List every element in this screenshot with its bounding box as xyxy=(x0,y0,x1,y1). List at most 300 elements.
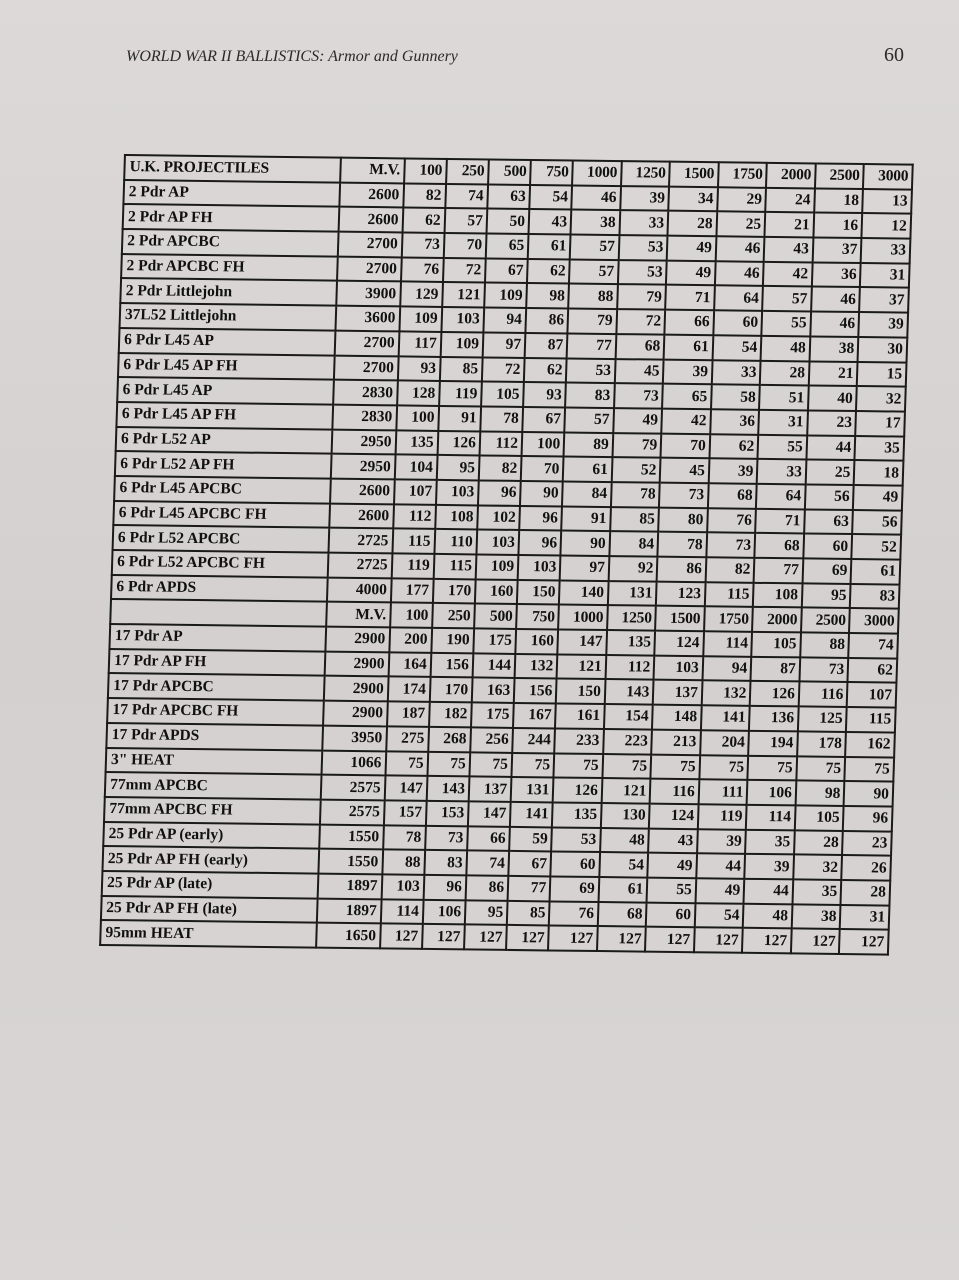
table-body xyxy=(100,155,913,955)
projectile-name-cell: 6 Pdr APDS xyxy=(111,575,328,602)
penetration-cell: 49 xyxy=(648,853,697,878)
penetration-cell: 13 xyxy=(863,189,912,214)
penetration-cell: 70 xyxy=(661,433,710,458)
penetration-cell: 56 xyxy=(805,484,854,509)
penetration-cell: 96 xyxy=(478,480,521,505)
penetration-cell: 127 xyxy=(645,927,694,952)
penetration-cell: 78 xyxy=(658,532,707,557)
projectile-name-cell: 17 Pdr APCBC xyxy=(108,673,325,700)
projectile-name-cell: 2 Pdr AP FH xyxy=(123,204,340,231)
penetration-cell: 126 xyxy=(437,430,480,455)
header-cell: 1500 xyxy=(669,162,718,187)
penetration-cell: 116 xyxy=(799,682,848,707)
penetration-cell: 54 xyxy=(712,335,761,360)
projectile-name-cell: 6 Pdr L45 AP xyxy=(117,377,334,404)
penetration-cell: 109 xyxy=(399,307,442,332)
penetration-cell: 114 xyxy=(703,631,752,656)
penetration-cell: 65 xyxy=(486,234,529,259)
penetration-cell: 119 xyxy=(391,553,434,578)
penetration-cell: 244 xyxy=(512,728,555,753)
penetration-cell: 111 xyxy=(698,779,747,804)
penetration-cell: 38 xyxy=(809,336,858,361)
penetration-cell: 39 xyxy=(620,186,669,211)
penetration-cell: 135 xyxy=(552,802,601,827)
penetration-cell: 69 xyxy=(802,558,851,583)
penetration-cell: 114 xyxy=(380,899,423,924)
penetration-cell: 68 xyxy=(615,334,664,359)
penetration-cell: 33 xyxy=(712,360,761,385)
penetration-cell: 96 xyxy=(519,506,562,531)
penetration-cell: 67 xyxy=(485,258,528,283)
penetration-cell: 147 xyxy=(558,630,607,655)
penetration-cell: 15 xyxy=(857,362,906,387)
penetration-cell: 162 xyxy=(846,732,895,757)
penetration-cell: 29 xyxy=(717,187,766,212)
penetration-cell: 156 xyxy=(430,653,473,678)
penetration-cell: 77 xyxy=(508,876,551,901)
penetration-cell: 140 xyxy=(559,580,608,605)
penetration-cell: 69 xyxy=(550,876,599,901)
muzzle-velocity-cell: 3600 xyxy=(336,306,400,331)
penetration-cell: 143 xyxy=(426,776,469,801)
muzzle-velocity-cell: 1650 xyxy=(316,923,380,948)
penetration-cell: 119 xyxy=(439,381,482,406)
penetration-cell: 124 xyxy=(655,631,704,656)
penetration-cell: 60 xyxy=(551,852,600,877)
header-cell: 2500 xyxy=(815,163,864,188)
penetration-cell: 126 xyxy=(750,681,799,706)
penetration-cell: 213 xyxy=(651,729,700,754)
penetration-cell: 115 xyxy=(846,707,895,732)
penetration-cell: 194 xyxy=(748,731,797,756)
penetration-cell: 80 xyxy=(658,507,707,532)
penetration-cell: 48 xyxy=(600,828,649,853)
penetration-cell: 32 xyxy=(856,386,905,411)
header-cell: 500 xyxy=(474,604,517,629)
penetration-cell: 96 xyxy=(519,530,562,555)
penetration-cell: 57 xyxy=(565,407,614,432)
penetration-cell: 147 xyxy=(384,776,427,801)
penetration-cell: 42 xyxy=(763,262,812,287)
penetration-cell: 79 xyxy=(617,285,666,310)
penetration-cell: 96 xyxy=(843,806,892,831)
penetration-cell: 108 xyxy=(435,505,478,530)
penetration-cell: 36 xyxy=(812,262,861,287)
penetration-cell: 38 xyxy=(571,210,620,235)
penetration-cell: 127 xyxy=(548,926,597,951)
penetration-cell: 95 xyxy=(802,583,851,608)
penetration-cell: 28 xyxy=(794,830,843,855)
penetration-cell: 62 xyxy=(848,658,897,683)
header-cell: 1000 xyxy=(558,605,607,630)
penetration-cell: 135 xyxy=(606,630,655,655)
penetration-cell: 157 xyxy=(383,800,426,825)
penetration-cell: 121 xyxy=(601,778,650,803)
penetration-cell: 31 xyxy=(860,263,909,288)
muzzle-velocity-cell: 2725 xyxy=(329,528,393,553)
projectile-name-cell: 25 Pdr AP (early) xyxy=(103,822,320,849)
header-cell: 750 xyxy=(530,160,573,185)
muzzle-velocity-cell: 2700 xyxy=(337,256,401,281)
penetration-cell: 98 xyxy=(795,781,844,806)
penetration-cell: 103 xyxy=(476,530,519,555)
penetration-cell: 46 xyxy=(715,261,764,286)
penetration-cell: 90 xyxy=(844,781,893,806)
projectile-name-cell: 77mm APCBC FH xyxy=(104,797,321,824)
penetration-cell: 73 xyxy=(706,533,755,558)
header-cell: 2000 xyxy=(766,163,815,188)
header-cell: 3000 xyxy=(849,608,898,633)
penetration-cell: 21 xyxy=(765,212,814,237)
penetration-cell: 23 xyxy=(807,410,856,435)
header-cell: 100 xyxy=(404,158,447,183)
penetration-cell: 102 xyxy=(477,505,520,530)
muzzle-velocity-cell: 2900 xyxy=(325,651,389,676)
penetration-cell: 93 xyxy=(523,382,566,407)
penetration-cell: 62 xyxy=(527,259,570,284)
penetration-cell: 127 xyxy=(506,925,549,950)
penetration-cell: 39 xyxy=(663,359,712,384)
muzzle-velocity-cell: 2900 xyxy=(326,627,390,652)
penetration-cell: 55 xyxy=(758,434,807,459)
penetration-cell: 83 xyxy=(424,850,467,875)
penetration-cell: 75 xyxy=(651,754,700,779)
penetration-cell: 60 xyxy=(646,902,695,927)
header-cell: 2000 xyxy=(752,607,801,632)
penetration-cell: 117 xyxy=(398,331,441,356)
penetration-cell: 33 xyxy=(619,210,668,235)
muzzle-velocity-cell: 2700 xyxy=(335,330,399,355)
penetration-cell: 96 xyxy=(423,875,466,900)
penetration-cell: 97 xyxy=(483,332,526,357)
penetration-cell: 21 xyxy=(809,361,858,386)
penetration-cell: 105 xyxy=(481,382,524,407)
penetration-cell: 61 xyxy=(563,457,612,482)
projectile-name-cell: 6 Pdr L45 AP FH xyxy=(116,402,333,429)
penetration-cell: 60 xyxy=(803,534,852,559)
penetration-cell: 89 xyxy=(564,432,613,457)
header-cell: 250 xyxy=(446,159,489,184)
projectile-name-cell: 25 Pdr AP FH (late) xyxy=(101,896,318,923)
penetration-cell: 58 xyxy=(711,384,760,409)
penetration-cell: 49 xyxy=(853,485,902,510)
penetration-cell: 73 xyxy=(614,383,663,408)
penetration-cell: 36 xyxy=(710,409,759,434)
header-label-cell: U.K. PROJECTILES xyxy=(124,155,341,182)
projectile-name-cell: 17 Pdr APCBC FH xyxy=(107,698,324,725)
penetration-cell: 83 xyxy=(850,584,899,609)
penetration-cell: 25 xyxy=(806,460,855,485)
penetration-cell: 51 xyxy=(759,385,808,410)
penetration-cell: 121 xyxy=(557,654,606,679)
penetration-cell: 75 xyxy=(845,757,894,782)
penetration-cell: 61 xyxy=(528,234,571,259)
penetration-cell: 39 xyxy=(697,829,746,854)
penetration-cell: 57 xyxy=(569,259,618,284)
penetration-cell: 67 xyxy=(522,407,565,432)
penetration-cell: 175 xyxy=(471,703,514,728)
penetration-cell: 178 xyxy=(797,731,846,756)
projectile-name-cell: 6 Pdr L52 AP FH xyxy=(115,451,332,478)
penetration-cell: 190 xyxy=(431,628,474,653)
penetration-cell: 90 xyxy=(520,481,563,506)
penetration-cell: 143 xyxy=(605,679,654,704)
penetration-cell: 115 xyxy=(392,529,435,554)
penetration-cell: 52 xyxy=(612,457,661,482)
projectile-name-cell: 17 Pdr AP FH xyxy=(109,649,326,676)
penetration-cell: 75 xyxy=(469,752,512,777)
penetration-cell: 75 xyxy=(427,751,470,776)
penetration-cell: 49 xyxy=(667,236,716,261)
penetration-cell: 150 xyxy=(556,679,605,704)
penetration-cell: 50 xyxy=(486,209,529,234)
penetration-cell: 115 xyxy=(433,554,476,579)
penetration-cell: 114 xyxy=(746,805,795,830)
penetration-cell: 35 xyxy=(745,829,794,854)
penetration-cell: 71 xyxy=(665,285,714,310)
muzzle-velocity-cell: 2830 xyxy=(333,405,397,430)
penetration-cell: 26 xyxy=(842,855,891,880)
penetration-cell: 62 xyxy=(524,357,567,382)
penetration-cell: 55 xyxy=(762,311,811,336)
penetration-cell: 73 xyxy=(425,825,468,850)
penetration-cell: 103 xyxy=(436,480,479,505)
penetration-cell: 268 xyxy=(428,727,471,752)
penetration-cell: 63 xyxy=(804,509,853,534)
penetration-cell: 70 xyxy=(521,456,564,481)
penetration-cell: 88 xyxy=(800,632,849,657)
projectile-name-cell: 2 Pdr APCBC xyxy=(122,229,339,256)
projectile-name-cell: 2 Pdr Littlejohn xyxy=(120,278,337,305)
muzzle-velocity-cell: 2950 xyxy=(332,429,396,454)
penetration-cell: 170 xyxy=(430,677,473,702)
penetration-cell: 233 xyxy=(554,728,603,753)
penetration-cell: 90 xyxy=(561,531,610,556)
penetration-cell: 54 xyxy=(529,185,572,210)
penetration-cell: 87 xyxy=(751,657,800,682)
page-number: 60 xyxy=(884,44,904,66)
muzzle-velocity-cell: 2600 xyxy=(330,479,394,504)
penetration-cell: 45 xyxy=(615,359,664,384)
penetration-cell: 82 xyxy=(479,456,522,481)
penetration-cell: 170 xyxy=(433,579,476,604)
penetration-cell: 65 xyxy=(662,384,711,409)
muzzle-velocity-cell: 2700 xyxy=(334,355,398,380)
header-cell: 1000 xyxy=(572,160,621,185)
muzzle-velocity-cell: 2600 xyxy=(340,182,404,207)
penetration-cell: 57 xyxy=(762,286,811,311)
header-cell: 100 xyxy=(390,603,433,628)
penetration-cell: 63 xyxy=(487,184,530,209)
penetration-cell: 44 xyxy=(696,853,745,878)
penetration-cell: 37 xyxy=(813,238,862,263)
penetration-cell: 46 xyxy=(716,236,765,261)
penetration-cell: 127 xyxy=(464,925,507,950)
penetration-cell: 34 xyxy=(669,186,718,211)
penetration-cell: 67 xyxy=(508,851,551,876)
penetration-cell: 93 xyxy=(397,356,440,381)
penetration-cell: 112 xyxy=(393,504,436,529)
projectile-name-cell: 6 Pdr L52 APCBC xyxy=(113,525,330,552)
penetration-cell: 256 xyxy=(470,727,513,752)
penetration-cell: 109 xyxy=(476,554,519,579)
header-cell: 3000 xyxy=(863,164,912,189)
header-label-cell xyxy=(110,599,327,626)
penetration-cell: 75 xyxy=(748,755,797,780)
penetration-cell: 86 xyxy=(657,557,706,582)
penetration-cell: 61 xyxy=(664,334,713,359)
projectile-name-cell: 17 Pdr AP xyxy=(109,624,326,651)
penetration-cell: 126 xyxy=(553,778,602,803)
penetration-cell: 72 xyxy=(616,309,665,334)
penetration-cell: 33 xyxy=(861,238,910,263)
penetration-cell: 104 xyxy=(394,455,437,480)
penetration-cell: 137 xyxy=(469,777,512,802)
penetration-cell: 131 xyxy=(608,581,657,606)
penetration-cell: 49 xyxy=(613,408,662,433)
penetration-cell: 53 xyxy=(618,260,667,285)
penetration-cell: 35 xyxy=(792,879,841,904)
penetration-cell: 73 xyxy=(401,232,444,257)
penetration-cell: 53 xyxy=(566,358,615,383)
penetration-cell: 85 xyxy=(507,901,550,926)
muzzle-velocity-cell: 2900 xyxy=(324,676,388,701)
penetration-cell: 48 xyxy=(761,336,810,361)
projectile-name-cell: 2 Pdr AP xyxy=(123,180,340,207)
penetration-cell: 88 xyxy=(568,284,617,309)
penetration-cell: 68 xyxy=(598,902,647,927)
muzzle-velocity-cell: 2950 xyxy=(331,454,395,479)
penetration-cell: 147 xyxy=(468,801,511,826)
penetration-cell: 28 xyxy=(668,211,717,236)
penetration-cell: 64 xyxy=(756,484,805,509)
muzzle-velocity-cell: 4000 xyxy=(327,577,391,602)
penetration-cell: 84 xyxy=(609,531,658,556)
penetration-cell: 95 xyxy=(465,900,508,925)
penetration-cell: 74 xyxy=(466,851,509,876)
penetration-cell: 115 xyxy=(705,582,754,607)
penetration-cell: 127 xyxy=(839,929,888,954)
projectile-name-cell: 3" HEAT xyxy=(106,747,323,774)
penetration-cell: 73 xyxy=(799,657,848,682)
penetration-cell: 110 xyxy=(434,529,477,554)
penetration-cell: 88 xyxy=(382,850,425,875)
penetration-cell: 167 xyxy=(513,703,556,728)
penetration-cell: 72 xyxy=(482,357,525,382)
penetration-cell: 75 xyxy=(602,754,651,779)
muzzle-velocity-cell: 3900 xyxy=(336,281,400,306)
penetration-cell: 79 xyxy=(612,433,661,458)
penetration-cell: 109 xyxy=(440,332,483,357)
penetration-cell: 68 xyxy=(708,483,757,508)
projectile-name-cell: 25 Pdr AP FH (early) xyxy=(102,846,319,873)
penetration-cell: 92 xyxy=(608,556,657,581)
header-cell: M.V. xyxy=(326,602,390,627)
penetration-cell: 106 xyxy=(423,900,466,925)
penetration-cell: 141 xyxy=(701,705,750,730)
penetration-cell: 37 xyxy=(859,287,908,312)
penetration-cell: 46 xyxy=(811,287,860,312)
projectile-name-cell: 6 Pdr L45 APCBC FH xyxy=(113,501,330,528)
penetration-cell: 53 xyxy=(619,235,668,260)
penetration-cell: 275 xyxy=(386,726,429,751)
penetration-cell: 94 xyxy=(483,308,526,333)
penetration-cell: 112 xyxy=(605,655,654,680)
penetration-cell: 84 xyxy=(562,481,611,506)
penetration-cell: 106 xyxy=(747,780,796,805)
penetration-cell: 56 xyxy=(852,510,901,535)
penetration-cell: 39 xyxy=(859,312,908,337)
muzzle-velocity-cell: 2575 xyxy=(321,775,385,800)
penetration-cell: 42 xyxy=(662,409,711,434)
penetration-cell: 116 xyxy=(650,779,699,804)
penetration-cell: 43 xyxy=(529,209,572,234)
penetration-cell: 103 xyxy=(654,655,703,680)
running-head: WORLD WAR II BALLISTICS: Armor and Gunnery xyxy=(126,48,458,65)
penetration-cell: 94 xyxy=(702,656,751,681)
penetration-table xyxy=(99,154,914,956)
penetration-cell: 64 xyxy=(714,286,763,311)
penetration-cell: 100 xyxy=(522,432,565,457)
penetration-cell: 153 xyxy=(426,801,469,826)
penetration-cell: 79 xyxy=(568,309,617,334)
penetration-cell: 78 xyxy=(383,825,426,850)
projectile-name-cell: 37L52 Littlejohn xyxy=(120,303,337,330)
penetration-cell: 30 xyxy=(858,337,907,362)
penetration-cell: 86 xyxy=(526,308,569,333)
penetration-cell: 136 xyxy=(749,706,798,731)
penetration-cell: 124 xyxy=(649,804,698,829)
penetration-cell: 177 xyxy=(390,578,433,603)
penetration-cell: 103 xyxy=(381,874,424,899)
penetration-cell: 204 xyxy=(700,730,749,755)
penetration-cell: 54 xyxy=(599,852,648,877)
penetration-cell: 160 xyxy=(515,629,558,654)
penetration-cell: 12 xyxy=(862,213,911,238)
penetration-cell: 76 xyxy=(401,257,444,282)
muzzle-velocity-cell: 2830 xyxy=(333,380,397,405)
penetration-cell: 112 xyxy=(479,431,522,456)
penetration-cell: 74 xyxy=(849,633,898,658)
penetration-cell: 52 xyxy=(852,534,901,559)
penetration-cell: 31 xyxy=(759,410,808,435)
penetration-cell: 18 xyxy=(814,188,863,213)
penetration-cell: 127 xyxy=(791,929,840,954)
penetration-cell: 97 xyxy=(560,555,609,580)
penetration-cell: 73 xyxy=(659,483,708,508)
penetration-cell: 75 xyxy=(554,753,603,778)
penetration-cell: 121 xyxy=(442,282,485,307)
header-cell: 1750 xyxy=(718,162,767,187)
penetration-cell: 60 xyxy=(713,310,762,335)
muzzle-velocity-cell: 3950 xyxy=(323,725,387,750)
penetration-cell: 28 xyxy=(760,360,809,385)
penetration-cell: 223 xyxy=(603,729,652,754)
penetration-cell: 86 xyxy=(465,875,508,900)
penetration-cell: 144 xyxy=(472,653,515,678)
muzzle-velocity-cell: 2600 xyxy=(339,207,403,232)
penetration-cell: 77 xyxy=(567,333,616,358)
muzzle-velocity-cell: 1897 xyxy=(317,898,381,923)
penetration-cell: 127 xyxy=(380,924,423,949)
penetration-cell: 39 xyxy=(709,458,758,483)
penetration-cell: 70 xyxy=(443,233,486,258)
penetration-cell: 33 xyxy=(757,459,806,484)
penetration-cell: 83 xyxy=(565,383,614,408)
header-cell: M.V. xyxy=(340,158,404,183)
penetration-cell: 174 xyxy=(387,677,430,702)
penetration-cell: 74 xyxy=(445,184,488,209)
